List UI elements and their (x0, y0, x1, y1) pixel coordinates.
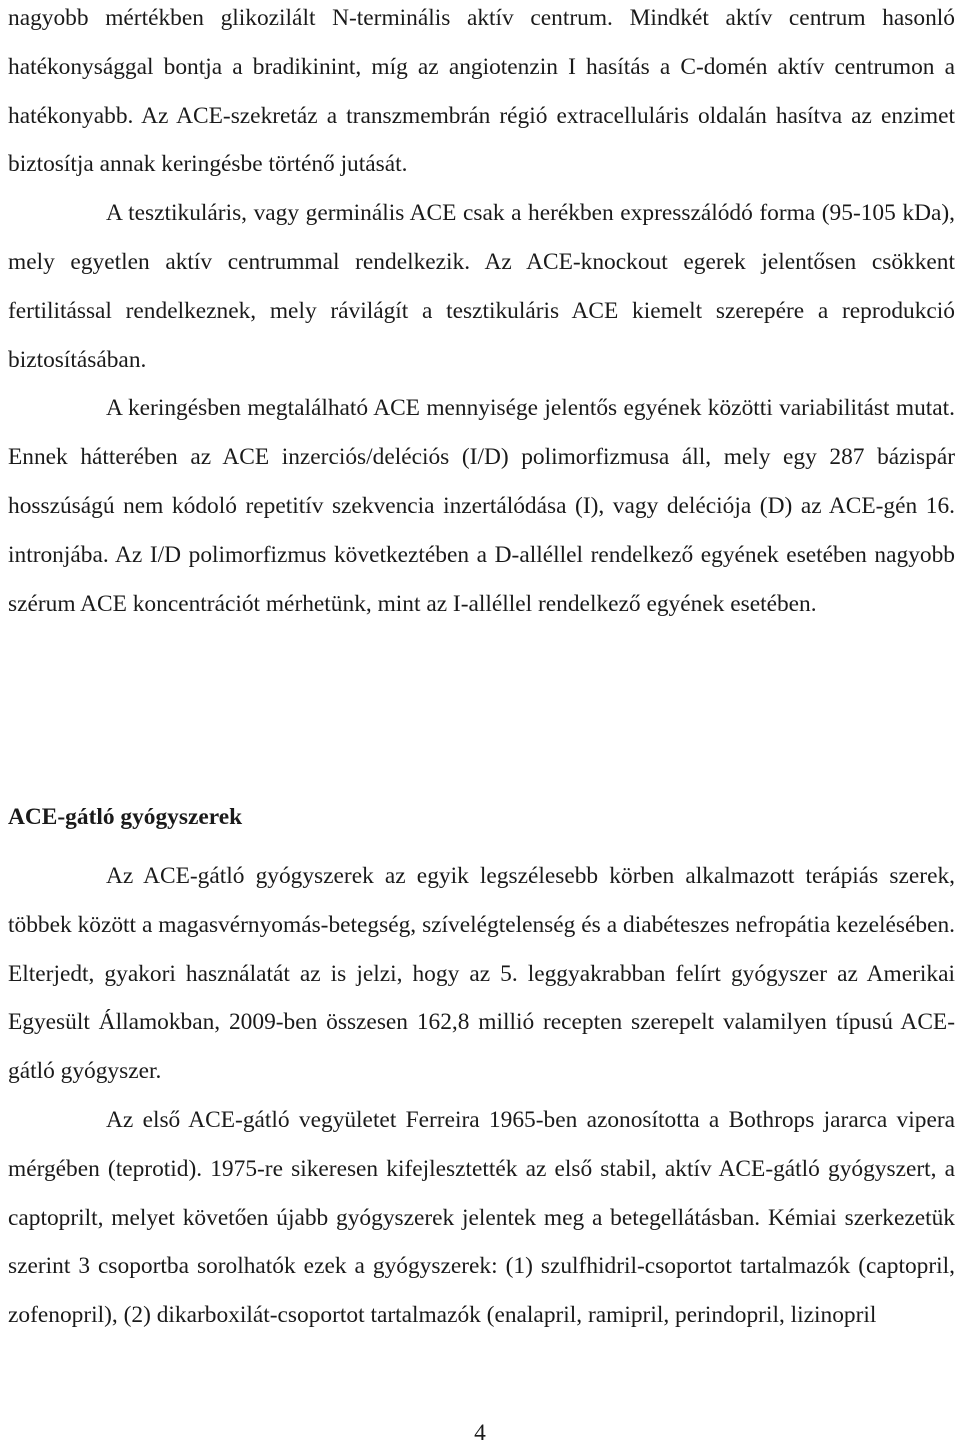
section-ace-inhibitors (8, 852, 955, 1340)
paragraph-ace-inhibitor-history: Az első ACE-gátló vegyületet Ferreira 1965-ben azonosította a Bothrops jararca vipera mérgében (teprotid). 1975-re sikeresen kifejlesztették az első stabil, aktív ACE-gátló gyógyszert, a captoprilt, melyet követően újabb gyógyszerek jelentek meg a betegellátásban. Kémiai szerkezetük szerint 3 csoportba sorolhatók ezek a gyógyszerek: (1) szulfhidril-csoportot tartalmazók (captopril, zofenopril), (2) dikarboxilát-csoportot tartalmazók (enalapril, ramipril, perindopril, lizinopril (8, 1106, 955, 1329)
page-number: 4 (474, 1420, 486, 1446)
paragraph-testicular-ace: A tesztikuláris, vagy germinális ACE csak a herékben expresszálódó forma (95-105 kDa), mely egyetlen aktív centrummal rendelkezik. Az ACE-knockout egerek jelentősen csökkent fertilitással rendelkeznek, mely rávilágít a tesztikuláris ACE kiemelt szerepére a reprodukció biztosításában. (8, 200, 955, 373)
section-heading: ACE-gátló gyógyszerek (8, 804, 243, 830)
paragraph-ace-inhibitor-usage: Az ACE-gátló gyógyszerek az egyik legszélesebb körben alkalmazott terápiás szerek, többek között a magasvérnyomás-betegség, szívelégtelenség és a diabéteszes nefropátia kezelésében. Elterjedt, gyakori használatát az is jelzi, hogy az 5. leggyakrabban felírt gyógyszer az Amerikai Egyesült Államokban, 2009-ben összesen 162,8 millió recepten szerepelt valamilyen típusú ACE-gátló gyógyszer. (8, 863, 955, 1085)
document-page (8, 0, 955, 1329)
paragraph-id-polymorphism: A keringésben megtalálható ACE mennyisége jelentős egyének közötti variabilitást mutat. Ennek hátterében az ACE inzerciós/deléciós (I/D) polimorfizmusa áll, mely egy 287 bázispár hosszúságú nem kódoló repetitív szekvencia inzertálódása (I), vagy deléciója (D) az ACE-gén 16. intronjába. Az I/D polimorfizmus következtében a D-alléllel rendelkező egyének esetében nagyobb szérum ACE koncentrációt mérhetünk, mint az I-alléllel rendelkező egyének esetében. (8, 395, 955, 617)
paragraph-enzyme-structure: nagyobb mértékben glikozilált N-terminális aktív centrum. Mindkét aktív centrum hasonló hatékonysággal bontja a bradikinint, míg az angiotenzin I hasítás a C-domén aktív centrumon a hatékonyabb. Az ACE-szekretáz a transzmembrán régió extracelluláris oldalán hasítva az enzimet biztosítja annak keringésbe történő jutását. (8, 5, 955, 178)
